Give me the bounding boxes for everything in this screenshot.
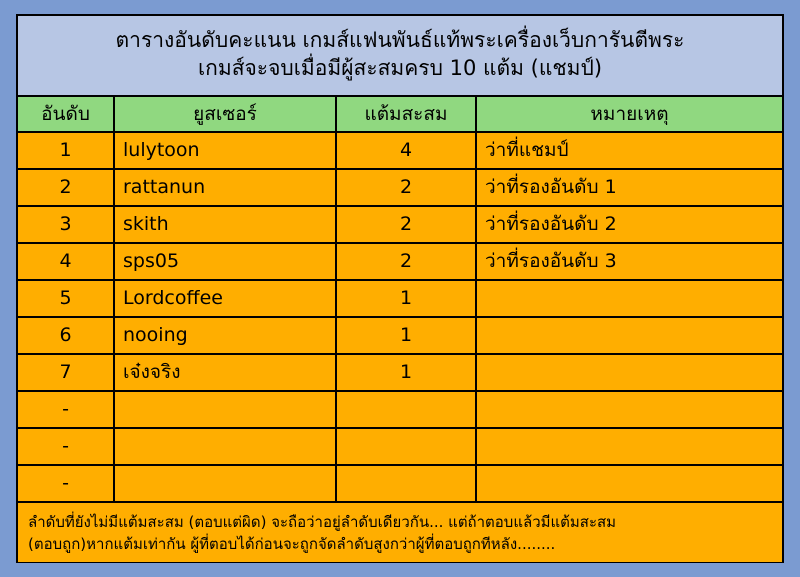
cell-rank: 2	[18, 169, 114, 206]
column-header-user: ยูสเซอร์	[114, 97, 336, 132]
cell-user: sps05	[114, 243, 336, 280]
cell-score: 1	[336, 280, 476, 317]
table-body	[18, 132, 782, 502]
cell-note: ว่าที่แชมป์	[476, 132, 782, 169]
table-row	[18, 465, 782, 502]
cell-rank: 7	[18, 354, 114, 391]
cell-note	[476, 428, 782, 465]
cell-user: lulytoon	[114, 132, 336, 169]
table-row	[18, 280, 782, 317]
table-row	[18, 428, 782, 465]
table-row	[18, 169, 782, 206]
page-title-line-1: ตารางอันดับคะแนน เกมส์แฟนพันธ์แท้พระเครื่องเว็บการันตีพระ	[115, 28, 685, 52]
cell-score	[336, 465, 476, 502]
footer-note-line-2: (ตอบถูก)หากแต้มเท่ากัน ผู้ที่ตอบได้ก่อนจะถูกจัดลำดับสูงกว่าผู้ที่ตอบถูกทีหลัง........	[28, 535, 556, 554]
cell-user	[114, 465, 336, 502]
cell-user	[114, 428, 336, 465]
cell-rank: 6	[18, 317, 114, 354]
cell-rank: 1	[18, 132, 114, 169]
cell-note: ว่าที่รองอันดับ 3	[476, 243, 782, 280]
title-box	[18, 16, 782, 97]
cell-score: 2	[336, 169, 476, 206]
page-title-line-2: เกมส์จะจบเมื่อมีผู้สะสมครบ 10 แต้ม (แชมป์)	[197, 56, 603, 81]
cell-score	[336, 391, 476, 428]
cell-note	[476, 280, 782, 317]
cell-user	[114, 391, 336, 428]
cell-score: 1	[336, 317, 476, 354]
cell-note	[476, 317, 782, 354]
table-row	[18, 243, 782, 280]
cell-score: 1	[336, 354, 476, 391]
cell-score: 2	[336, 206, 476, 243]
cell-rank: 3	[18, 206, 114, 243]
table-row	[18, 206, 782, 243]
cell-rank: -	[18, 465, 114, 502]
scoreboard-card	[16, 14, 784, 563]
cell-rank: -	[18, 428, 114, 465]
column-header-note: หมายเหตุ	[476, 97, 782, 132]
cell-user: rattanun	[114, 169, 336, 206]
cell-rank: 5	[18, 280, 114, 317]
column-header-rank: อันดับ	[18, 97, 114, 132]
cell-user: Lordcoffee	[114, 280, 336, 317]
cell-note: ว่าที่รองอันดับ 1	[476, 169, 782, 206]
table-header-row	[18, 97, 782, 132]
cell-user: skith	[114, 206, 336, 243]
cell-score: 4	[336, 132, 476, 169]
cell-note	[476, 391, 782, 428]
table-row	[18, 354, 782, 391]
cell-note	[476, 354, 782, 391]
score-table	[18, 97, 782, 503]
cell-rank: 4	[18, 243, 114, 280]
column-header-score: แต้มสะสม	[336, 97, 476, 132]
table-row	[18, 317, 782, 354]
footer-note	[18, 503, 782, 562]
cell-score: 2	[336, 243, 476, 280]
table-row	[18, 132, 782, 169]
cell-user: nooing	[114, 317, 336, 354]
table-header	[18, 97, 782, 132]
cell-note: ว่าที่รองอันดับ 2	[476, 206, 782, 243]
cell-note	[476, 465, 782, 502]
footer-note-line-1: ลำดับที่ยังไม่มีแต้มสะสม (ตอบแต่ผิด) จะถือว่าอยู่ลำดับเดียวกัน... แต่ถ้าตอบแล้วมีแต้มสะสม	[28, 512, 617, 531]
table-row	[18, 391, 782, 428]
cell-score	[336, 428, 476, 465]
cell-rank: -	[18, 391, 114, 428]
cell-user: เจ๋งจริง	[114, 354, 336, 391]
